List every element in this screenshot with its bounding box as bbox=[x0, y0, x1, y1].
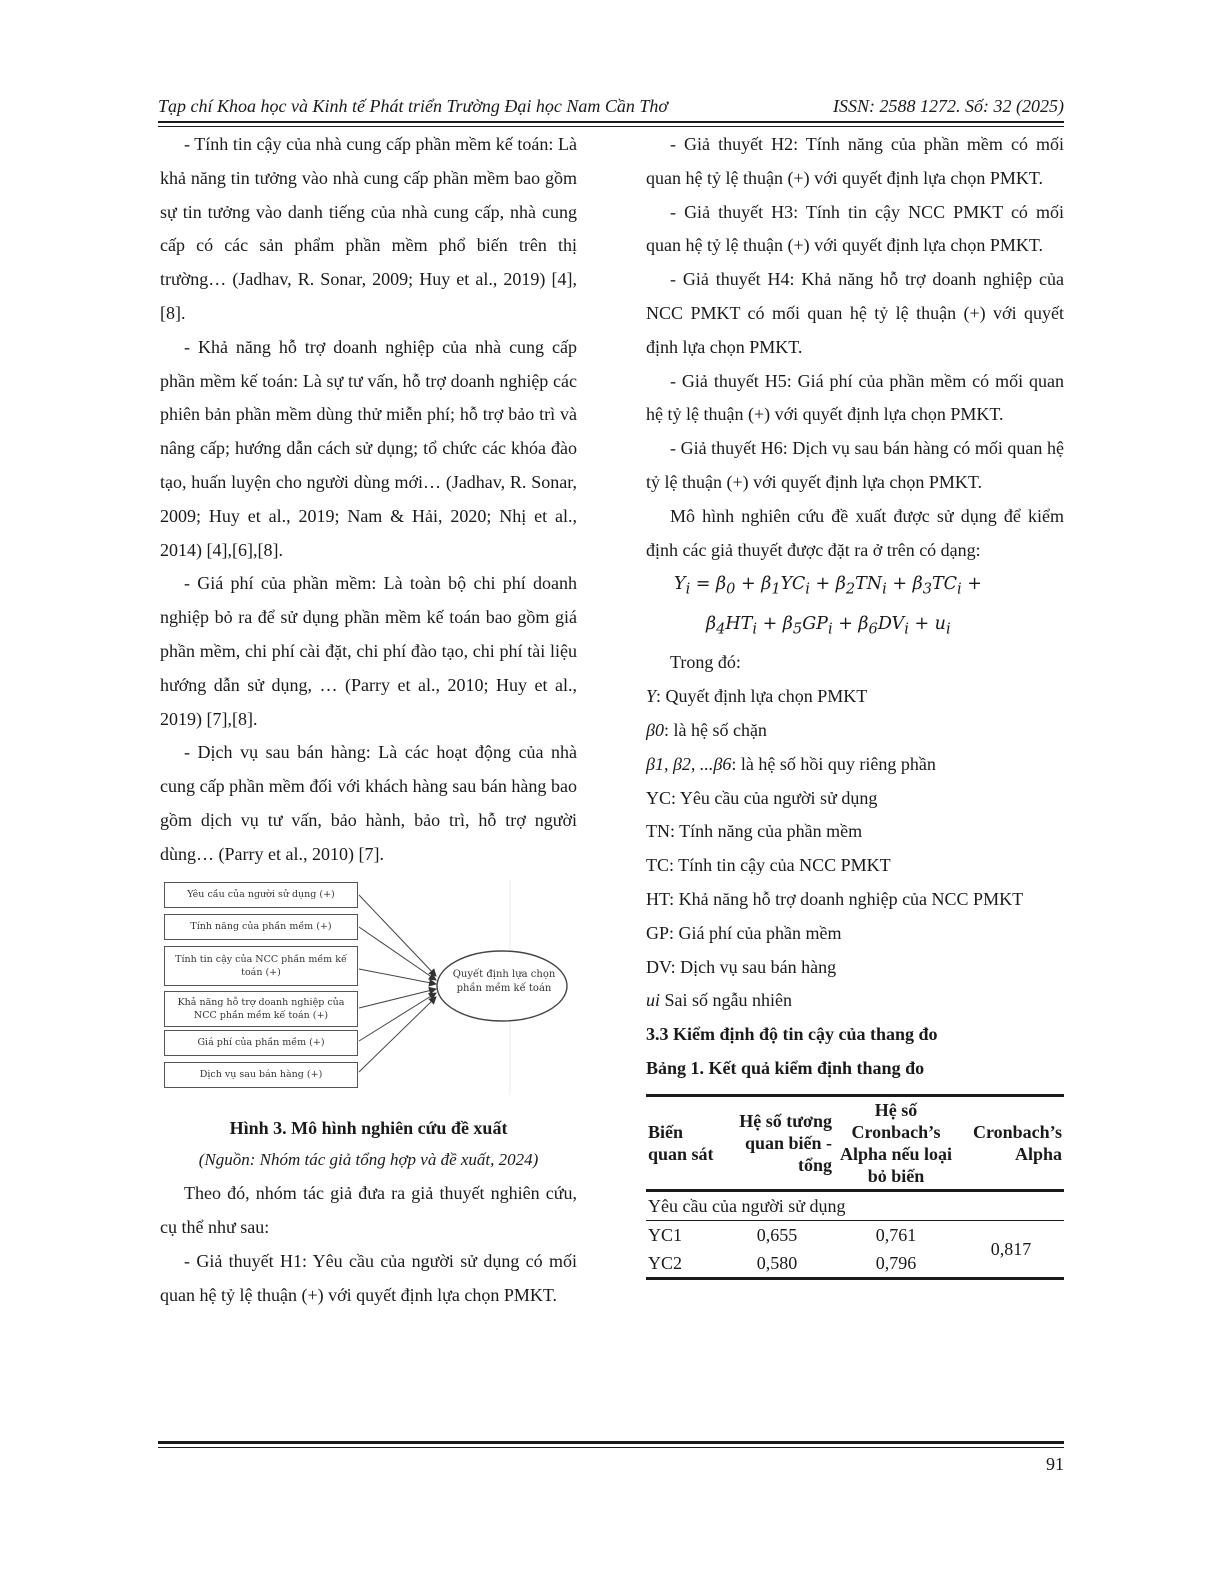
footer-rule-thin bbox=[158, 1447, 1064, 1448]
factor-box-features: Tính năng của phần mềm (+) bbox=[164, 914, 358, 940]
definition-y: Y: Quyết định lựa chọn PMKT bbox=[646, 686, 868, 707]
definition-beta0: β0: là hệ số chặn bbox=[646, 719, 767, 740]
col-header-alpha: Cronbach’s Alpha bbox=[972, 1121, 1062, 1164]
group-label: Yêu cầu của người sử dụng bbox=[646, 1190, 1064, 1220]
factor-box-after-sales: Dịch vụ sau bán hàng (+) bbox=[164, 1062, 358, 1088]
reliability-table bbox=[646, 1094, 1064, 1280]
definition-yc: YC: Yêu cầu của người sử dụng bbox=[646, 787, 878, 808]
col-header-variable: Biến quan sát bbox=[648, 1121, 714, 1164]
cell-variable: YC2 bbox=[648, 1252, 683, 1273]
table-group-row bbox=[646, 1190, 1064, 1220]
paragraph-cost: - Giá phí của phần mềm: Là toàn bộ chi phí doanh nghiệp bỏ ra để sử dụng phần mềm kế toán bao gồm giá phần mềm, chi phí cài đặt, chi phí đào tạo, chi phí tài liệu hướng dẫn sử dụng, … (Parry et al., 2010; Huy et al., 2019) [7],[8]. bbox=[160, 573, 577, 729]
factor-box-cost: Giá phí của phần mềm (+) bbox=[164, 1030, 358, 1056]
left-column bbox=[160, 128, 577, 1312]
paragraph-h6: - Giả thuyết H6: Dịch vụ sau bán hàng có mối quan hệ tỷ lệ thuận (+) với quyết định lựa chọn PMKT. bbox=[646, 438, 1064, 492]
research-model-figure bbox=[160, 880, 577, 1100]
regression-formula-line1: $Y_i = \beta_0 + \beta_1YC_i + \beta_2TN_i + \beta_3TC_i$ + bbox=[674, 574, 982, 598]
table-header-row bbox=[646, 1095, 1064, 1190]
paragraph-reliability: - Tính tin cậy của nhà cung cấp phần mềm kế toán: Là khả năng tin tưởng vào nhà cung cấp phần mềm bao gồm sự tin tưởng vào danh tiếng của nhà cung cấp, nhà cung cấp có các sản phẩm phần mềm phổ biến trên thị trường… (Jadhav, R. Sonar, 2009; Huy et al., 2019) [4],[8]. bbox=[160, 134, 577, 323]
paragraph-h4: - Giả thuyết H4: Khả năng hỗ trợ doanh nghiệp của NCC PMKT có mối quan hệ tỷ lệ thuận (+) với quyết định lựa chọn PMKT. bbox=[646, 269, 1064, 357]
journal-title: Tạp chí Khoa học và Kinh tế Phát triển Trường Đại học Nam Cần Thơ bbox=[158, 96, 669, 116]
table-title: Bảng 1. Kết quả kiểm định thang đo bbox=[646, 1057, 925, 1078]
footer-rule bbox=[158, 1441, 1064, 1444]
definition-gp: GP: Giá phí của phần mềm bbox=[646, 922, 842, 943]
definition-dv: DV: Dịch vụ sau bán hàng bbox=[646, 956, 837, 977]
paragraph-h5: - Giả thuyết H5: Giá phí của phần mềm có mối quan hệ tỷ lệ thuận (+) với quyết định lựa chọn PMKT. bbox=[646, 370, 1064, 425]
factor-box-user-requirements: Yêu cầu của người sử dụng (+) bbox=[164, 882, 358, 908]
regression-formula-line2: $\beta_4HT_i + \beta_5GP_i + \beta_6DV_i + u_i$ bbox=[706, 613, 951, 638]
table-row bbox=[646, 1220, 1064, 1249]
factor-box-support: Khả năng hỗ trợ doanh nghiệp của NCC phần mềm kế toán (+) bbox=[164, 991, 358, 1027]
outcome-label: Quyết định lựa chọn phần mềm kế toán bbox=[452, 968, 556, 994]
cell-variable: YC1 bbox=[648, 1224, 683, 1245]
right-column bbox=[646, 128, 1064, 1280]
definition-ht: HT: Khả năng hỗ trợ doanh nghiệp của NCC PMKT bbox=[646, 888, 1024, 909]
cell-item-total: 0,655 bbox=[756, 1224, 798, 1245]
cell-alpha-if-deleted: 0,796 bbox=[875, 1252, 917, 1273]
paragraph-after-sales: - Dịch vụ sau bán hàng: Là các hoạt động của nhà cung cấp phần mềm đối với khách hàng sau bán hàng bao gồm dịch vụ tư vấn, bảo hành, bảo trì, hỗ trợ người dùng… (Parry et al., 2010) [7]. bbox=[160, 742, 577, 864]
header-rule-thin bbox=[158, 126, 1064, 127]
paragraph-hypotheses-intro: Theo đó, nhóm tác giả đưa ra giả thuyết nghiên cứu, cụ thể như sau: bbox=[160, 1183, 577, 1237]
figure-source: (Nguồn: Nhóm tác giả tổng hợp và đề xuất, 2024) bbox=[198, 1150, 539, 1170]
definition-tc: TC: Tính tin cậy của NCC PMKT bbox=[646, 855, 891, 876]
section-heading: 3.3 Kiểm định độ tin cậy của thang đo bbox=[646, 1024, 938, 1045]
paragraph-model-intro: Mô hình nghiên cứu đề xuất được sử dụng để kiểm định các giả thuyết được đặt ra ở trên có dạng: bbox=[646, 505, 1064, 560]
col-header-item-total: Hệ số tương quan biến - tổng bbox=[739, 1110, 832, 1175]
cell-alpha-if-deleted: 0,761 bbox=[875, 1224, 917, 1245]
where-label: Trong đó: bbox=[670, 652, 741, 673]
figure-caption: Hình 3. Mô hình nghiên cứu đề xuất bbox=[229, 1117, 508, 1138]
definition-betas: β1, β2, ...β6: là hệ số hồi quy riêng phần bbox=[646, 753, 936, 774]
col-header-alpha-if-deleted: Hệ số Cronbach’s Alpha nếu loại bỏ biến bbox=[839, 1099, 953, 1186]
issn-info: ISSN: 2588 1272. Số: 32 (2025) bbox=[833, 96, 1064, 116]
paragraph-h1: - Giả thuyết H1: Yêu cầu của người sử dụng có mối quan hệ tỷ lệ thuận (+) với quyết định lựa chọn PMKT. bbox=[160, 1250, 577, 1305]
definition-ui: ui Sai số ngẫu nhiên bbox=[646, 990, 793, 1011]
header-rule bbox=[158, 121, 1064, 123]
factor-box-reliability: Tính tin cậy của NCC phần mềm kế toán (+) bbox=[164, 946, 358, 986]
paragraph-h2: - Giả thuyết H2: Tính năng của phần mềm có mối quan hệ tỷ lệ thuận (+) với quyết định lựa chọn PMKT. bbox=[646, 134, 1064, 188]
page-header bbox=[158, 96, 1064, 122]
page-number: 91 bbox=[1046, 1454, 1064, 1474]
paragraph-support: - Khả năng hỗ trợ doanh nghiệp của nhà cung cấp phần mềm kế toán: Là sự tư vấn, hỗ trợ doanh nghiệp các phiên bản phần mềm dùng thử miễn phí; hỗ trợ bảo trì và nâng cấp; hướng dẫn cách sử dụng; tổ chức các khóa đào tạo, huấn luyện cho người dùng mới… (Jadhav, R. Sonar, 2009; Huy et al., 2019; Nam & Hải, 2020; Nhị et al., 2014) [4],[6],[8]. bbox=[160, 336, 577, 560]
cell-item-total: 0,580 bbox=[756, 1252, 798, 1273]
paragraph-h3: - Giả thuyết H3: Tính tin cậy NCC PMKT có mối quan hệ tỷ lệ thuận (+) với quyết định lựa chọn PMKT. bbox=[646, 201, 1064, 256]
definition-tn: TN: Tính năng của phần mềm bbox=[646, 821, 863, 842]
cell-group-alpha: 0,817 bbox=[990, 1238, 1032, 1259]
